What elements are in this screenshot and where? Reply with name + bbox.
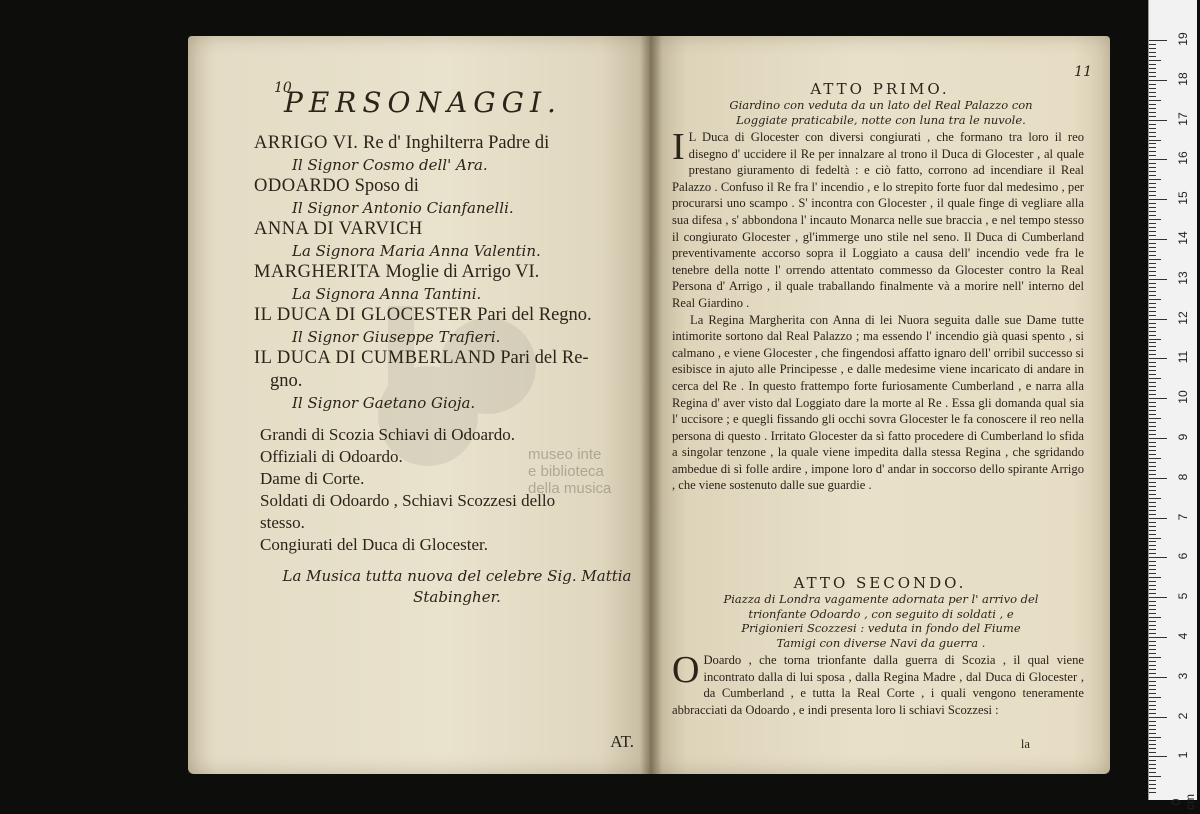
ruler-tick	[1149, 705, 1156, 706]
act2-title: ATTO SECONDO.	[793, 574, 967, 592]
ruler-tick	[1149, 251, 1156, 252]
act1-paragraph-1	[672, 126, 1084, 312]
ruler-tick	[1149, 737, 1161, 738]
act1-title: ATTO PRIMO.	[810, 80, 950, 98]
ruler-tick	[1149, 494, 1156, 495]
ruler-tick	[1149, 390, 1156, 391]
ruler-tick	[1149, 187, 1156, 188]
ruler-tick	[1149, 410, 1156, 411]
ruler-tick	[1149, 124, 1156, 125]
role-name: ANNA DI VARVICH	[254, 219, 423, 239]
ruler-tick	[1149, 112, 1156, 113]
ruler-tick	[1149, 645, 1156, 646]
cast-role	[254, 261, 644, 284]
ruler-tick	[1149, 374, 1156, 375]
ruler-tick	[1149, 454, 1156, 455]
ruler-tick	[1149, 350, 1156, 351]
ruler-tick	[1149, 354, 1156, 355]
ruler-tick	[1149, 422, 1156, 423]
extras-line: Soldati di Odoardo , Schiavi Scozzesi dello	[260, 491, 556, 510]
extras-line: Offiziali di Odoardo.	[260, 447, 403, 466]
ruler-tick	[1149, 104, 1156, 105]
cast-role	[254, 347, 644, 370]
catchword-left: AT.	[610, 732, 634, 751]
ruler-tick	[1149, 247, 1156, 248]
ruler-tick	[1149, 203, 1156, 204]
ruler-tick	[1149, 259, 1161, 260]
ruler-tick	[1149, 641, 1156, 642]
ruler-tick	[1149, 701, 1156, 702]
ruler-tick	[1149, 339, 1161, 340]
ruler-tick	[1149, 434, 1156, 435]
ruler-tick	[1149, 569, 1156, 570]
ruler-tick	[1149, 136, 1156, 137]
cast-item	[254, 175, 644, 218]
cast-role	[254, 304, 644, 327]
ruler-tick	[1149, 565, 1156, 566]
ruler-tick	[1149, 717, 1167, 718]
extras-line: Congiurati del Duca di Glocester.	[260, 535, 489, 554]
ruler-tick	[1149, 307, 1156, 308]
ruler-label: 7	[1176, 513, 1190, 520]
cast-list	[254, 132, 644, 413]
open-book	[188, 36, 1110, 774]
ruler-tick	[1149, 788, 1156, 789]
ruler-tick	[1149, 151, 1156, 152]
ruler-tick	[1149, 486, 1156, 487]
act1-setting	[676, 98, 1086, 127]
ruler-tick	[1149, 366, 1156, 367]
ruler-tick	[1149, 100, 1161, 101]
ruler-tick	[1149, 311, 1156, 312]
ruler-tick	[1149, 729, 1156, 730]
ruler-tick	[1149, 207, 1156, 208]
ruler-tick	[1149, 601, 1156, 602]
ruler-tick	[1149, 613, 1156, 614]
extras-line: Dame di Corte.	[260, 469, 365, 488]
ruler-tick	[1149, 510, 1156, 511]
ruler-tick	[1149, 681, 1156, 682]
ruler-tick	[1149, 323, 1156, 324]
ruler-tick	[1149, 414, 1156, 415]
ruler-tick	[1149, 159, 1167, 160]
ruler-tick	[1149, 625, 1156, 626]
cast-item	[254, 304, 644, 347]
ruler-label: 0 cm	[1169, 794, 1197, 811]
ruler-tick	[1149, 327, 1156, 328]
ruler-tick	[1149, 482, 1156, 483]
ruler-tick	[1149, 335, 1156, 336]
ruler-tick	[1149, 76, 1156, 77]
role-name: IL DUCA DI GLOCESTER	[254, 305, 473, 325]
music-credit	[272, 566, 642, 608]
extras-line: stesso.	[260, 513, 305, 532]
book-gutter	[640, 36, 662, 774]
ruler-label: 19	[1176, 32, 1190, 46]
ruler-tick	[1149, 60, 1161, 61]
ruler-label: 3	[1176, 672, 1190, 680]
ruler-tick	[1149, 116, 1156, 117]
cast-role-continuation: gno.	[270, 371, 303, 391]
ruler-tick	[1149, 191, 1156, 192]
ruler-tick	[1149, 394, 1156, 395]
ruler-tick	[1149, 629, 1156, 630]
music-credit-line-2: Stabingher.	[413, 588, 501, 606]
cast-actor: Il Signor Cosmo dell' Ara.	[292, 156, 488, 174]
role-description: Moglie di Arrigo VI.	[385, 262, 540, 282]
role-description: Re d' Inghilterra Padre di	[362, 133, 550, 153]
act2-setting-line-3: Prigionieri Scozzesi : veduta in fondo del Fiume	[741, 621, 1021, 635]
ruler-tick	[1149, 538, 1161, 539]
ruler-tick	[1149, 760, 1156, 761]
ruler-tick	[1149, 267, 1156, 268]
right-page	[650, 36, 1110, 774]
ruler-label: 17	[1176, 111, 1190, 126]
act1-dropcap: I	[672, 126, 685, 168]
ruler-tick	[1149, 478, 1167, 479]
ruler-tick	[1149, 784, 1156, 785]
ruler-tick	[1149, 68, 1156, 69]
ruler-tick	[1149, 219, 1161, 220]
ruler-tick	[1149, 147, 1156, 148]
ruler-tick	[1149, 768, 1156, 769]
ruler-tick	[1149, 470, 1156, 471]
ruler-tick	[1149, 167, 1156, 168]
ruler-tick	[1149, 84, 1156, 85]
ruler-tick	[1149, 752, 1156, 753]
ruler-tick	[1149, 721, 1156, 722]
ruler-tick	[1149, 657, 1161, 658]
ruler-tick	[1149, 163, 1156, 164]
ruler-tick	[1149, 303, 1156, 304]
ruler-tick	[1149, 56, 1156, 57]
ruler-tick	[1149, 673, 1156, 674]
ruler-tick	[1149, 211, 1156, 212]
ruler-tick	[1149, 80, 1167, 81]
ruler-tick	[1149, 358, 1167, 359]
ruler-label: 18	[1176, 72, 1190, 86]
ruler-tick	[1149, 40, 1167, 41]
ruler-tick	[1149, 44, 1156, 45]
act2-setting-line-2: trionfante Odoardo , con seguito di soldati , e	[748, 606, 1014, 621]
ruler-tick	[1149, 342, 1156, 343]
ruler-tick	[1149, 72, 1156, 73]
ruler-tick	[1149, 621, 1156, 622]
ruler-tick	[1149, 518, 1167, 519]
ruler-tick	[1149, 561, 1156, 562]
ruler-tick	[1149, 175, 1156, 176]
ruler-tick	[1149, 271, 1156, 272]
ruler-tick	[1149, 195, 1156, 196]
role-description: Sposo di	[354, 176, 419, 196]
ruler-label: 13	[1176, 271, 1190, 285]
ruler-tick	[1149, 549, 1156, 550]
ruler-tick	[1149, 725, 1156, 726]
cast-item	[254, 347, 644, 413]
ruler-tick	[1149, 669, 1156, 670]
ruler-label: 12	[1176, 310, 1190, 325]
ruler-tick	[1149, 756, 1167, 757]
measurement-ruler	[1148, 0, 1197, 811]
ruler-tick	[1149, 733, 1156, 734]
ruler-tick	[1149, 199, 1167, 200]
ruler-tick	[1149, 776, 1161, 777]
music-credit-line-1: La Musica tutta nuova del celebre Sig. Mattia	[282, 567, 632, 585]
ruler-label: 15	[1176, 191, 1190, 205]
ruler-tick	[1149, 88, 1156, 89]
act2-synopsis	[672, 649, 1084, 718]
ruler-tick	[1149, 319, 1167, 320]
ruler-tick	[1149, 498, 1161, 499]
ruler-tick	[1149, 589, 1156, 590]
role-name: ARRIGO VI.	[254, 133, 359, 153]
ruler-tick	[1149, 48, 1156, 49]
ruler-tick	[1149, 617, 1161, 618]
act2-setting-line-1: Piazza di Londra vagamente adornata per l' arrivo del	[723, 592, 1039, 606]
ruler-tick	[1149, 609, 1156, 610]
ruler-tick	[1149, 553, 1156, 554]
ruler-tick	[1149, 557, 1167, 558]
cast-actor: La Signora Maria Anna Valentin.	[292, 242, 541, 260]
ruler-tick	[1149, 295, 1156, 296]
act1-paragraph-1-text: L Duca di Glocester con diversi congiurati , che formano tra loro il reo disegno d' uccidere il Re per innalzare al trono il Duca di Glocester , al quale prestano giuramento di fedeltà : e ciò fatto, corrono ad incendiare il Real Palazzo . Confuso il Re fra l' incendio , e lo strepito forte fuor dal medesimo , per procurarsi uno scampo . S' incontra con Glocester , il quale finge di vegliare alla sua difesa , s' abbondona l' incauto Monarca nelle sue braccia , e nel tempo stesso il congiurato Glocester , gl'immerge uno stile nel seno. Il Duca di Cumberland preventivamente accorso sopra il Loggiato a causa dell' incendio vede fra le tenebre della notte l' orrendo attentato commesso da Glocester contro la Real Persona d' Arrigo , il quale traballando finalmente và a morire nell' interno del Real Giardino .	[672, 130, 1084, 310]
ruler-tick	[1149, 697, 1161, 698]
ruler-tick	[1149, 315, 1156, 316]
ruler-tick	[1149, 92, 1156, 93]
ruler-tick	[1149, 275, 1156, 276]
ruler-tick	[1149, 120, 1167, 121]
ruler-tick	[1149, 653, 1156, 654]
ruler-label: 9	[1176, 433, 1190, 441]
act2-setting	[676, 592, 1086, 650]
watermark-line-2: e biblioteca	[528, 463, 604, 480]
ruler-tick	[1149, 677, 1167, 678]
catchword-right: la	[1020, 737, 1030, 751]
ruler-label: 11	[1176, 351, 1190, 364]
cast-actor: Il Signor Giuseppe Trafieri.	[292, 328, 501, 346]
cast-item	[254, 218, 644, 261]
ruler-tick	[1149, 227, 1156, 228]
ruler-tick	[1149, 577, 1161, 578]
ruler-tick	[1149, 450, 1156, 451]
ruler-tick	[1149, 402, 1156, 403]
ruler-tick	[1149, 239, 1167, 240]
ruler-tick	[1149, 96, 1156, 97]
ruler-tick	[1149, 709, 1156, 710]
ruler-tick	[1149, 287, 1156, 288]
ruler-tick	[1149, 132, 1156, 133]
ruler-tick	[1149, 426, 1156, 427]
extras-list	[260, 424, 640, 556]
ruler-tick	[1149, 183, 1156, 184]
ruler-tick	[1149, 585, 1156, 586]
ruler-label: 14	[1176, 231, 1190, 245]
act2-dropcap: O	[672, 649, 700, 691]
ruler-tick	[1149, 744, 1156, 745]
ruler-tick	[1149, 514, 1156, 515]
ruler-tick	[1149, 490, 1156, 491]
ruler-tick	[1149, 179, 1161, 180]
ruler-tick	[1149, 474, 1156, 475]
cast-actor: Il Signor Gaetano Gioja.	[292, 394, 476, 412]
ruler-tick	[1149, 458, 1161, 459]
ruler-tick	[1149, 522, 1156, 523]
ruler-tick	[1149, 255, 1156, 256]
ruler-tick	[1149, 382, 1156, 383]
ruler-tick	[1149, 283, 1156, 284]
ruler-tick	[1149, 370, 1156, 371]
ruler-tick	[1149, 661, 1156, 662]
ruler-tick	[1149, 279, 1167, 280]
act1-paragraph-2: La Regina Margherita con Anna di lei Nuora seguita dalle sue Dame tutte intimorite sortono dal Real Palazzo ; ma essendo l' incendio già quasi spento , si calmano , e viene Glocester , che fingendosi affatto ignaro dell' orribil successo si esibisce in ajuto alle Principesse , e dalle medesime viene incaricato di andare in cerca del Re . In questo frattempo forte furiosamente Cumberland , e narra alla Regina d' aver visto dal Loggiato dare la morte al Re . Essa gli domanda qual sia l' uccisore ; e quegli fissando gli occhi sovra Glocester le fa conoscere il reo nella persona di questo . Irritato Glocester da sì fatto procedere di Cumberland lo sfida a singolar tenzone , la quale viene impedita dalla stessa Regina , che sgridando ambedue di sì folle ardire , impone loro d' andar in soccorso dello spirante Arrigo , che viene sostenuto dalle sue guardie .	[672, 312, 1084, 493]
ruler-tick	[1149, 740, 1156, 741]
ruler-tick	[1149, 243, 1156, 244]
ruler-tick	[1149, 406, 1156, 407]
ruler-tick	[1149, 386, 1156, 387]
ruler-tick	[1149, 637, 1167, 638]
ruler-tick	[1149, 764, 1156, 765]
ruler-tick	[1149, 541, 1156, 542]
role-name: ODOARDO	[254, 176, 350, 196]
role-description: Pari del Regno.	[477, 305, 592, 325]
ruler-tick	[1149, 772, 1156, 773]
ruler-tick	[1149, 140, 1161, 141]
ruler-tick	[1149, 665, 1156, 666]
ruler-label: 2	[1176, 712, 1190, 719]
ruler-tick	[1149, 780, 1156, 781]
ruler-tick	[1149, 526, 1156, 527]
ruler-tick	[1149, 462, 1156, 463]
cast-role	[254, 175, 644, 198]
ruler-label: 6	[1176, 553, 1190, 560]
act2-paragraph-1	[672, 649, 1084, 718]
act1-setting-line-2: Loggiate praticabile, notte con luna tra le nuvole.	[736, 112, 1026, 127]
ruler-tick	[1149, 143, 1156, 144]
role-name: IL DUCA DI CUMBERLAND	[254, 348, 496, 368]
ruler-tick	[1149, 215, 1156, 216]
cast-item	[254, 261, 644, 304]
extras-line: Grandi di Scozia Schiavi di Odoardo.	[260, 425, 515, 444]
ruler-tick	[1149, 362, 1156, 363]
ruler-tick	[1149, 597, 1167, 598]
ruler-tick	[1149, 299, 1161, 300]
ruler-tick	[1149, 506, 1156, 507]
ruler-tick	[1149, 128, 1156, 129]
act2-paragraph-1-text: Doardo , che torna trionfante dalla guerra di Scozia , il qual viene incontrato dalla di lui sposa , dalla Regina Madre , dal Duca di Glocester , da Cumberland , e tutta la Real Corte , i quali vengono teneramente abbracciati da Odoardo , e indi presenta loro li schiavi Scozzesi :	[672, 653, 1084, 717]
ruler-tick	[1149, 108, 1156, 109]
ruler-tick	[1149, 291, 1156, 292]
ruler-tick	[1149, 235, 1156, 236]
ruler-tick	[1149, 263, 1156, 264]
ruler-tick	[1149, 573, 1156, 574]
act1-synopsis	[672, 126, 1084, 494]
role-name: MARGHERITA	[254, 262, 381, 282]
role-description: Pari del Re-	[500, 348, 589, 368]
ruler-tick	[1149, 446, 1156, 447]
ruler-label: 8	[1176, 473, 1190, 481]
watermark-line-1: museo inte	[528, 446, 602, 463]
ruler-tick	[1149, 502, 1156, 503]
ruler-tick	[1149, 689, 1156, 690]
ruler-tick	[1149, 633, 1156, 634]
page-heading-personaggi: PERSONAGGI.	[284, 86, 562, 119]
ruler-label: 5	[1176, 592, 1190, 600]
ruler-tick	[1149, 693, 1156, 694]
ruler-tick	[1149, 155, 1156, 156]
ruler-label: 16	[1176, 151, 1190, 166]
ruler-label: 1	[1176, 752, 1190, 759]
watermark-line-3: della musica	[528, 480, 612, 497]
act1-setting-line-1: Giardino con veduta da un lato del Real Palazzo con	[729, 98, 1033, 112]
cast-item	[254, 132, 644, 175]
cast-role	[254, 132, 644, 155]
cast-role	[254, 218, 644, 241]
ruler-tick	[1149, 331, 1156, 332]
ruler-tick	[1149, 685, 1156, 686]
page-number-right: 11	[1074, 64, 1092, 80]
page-number-left: 10	[274, 80, 292, 96]
ruler-tick	[1149, 430, 1156, 431]
ruler-tick	[1149, 593, 1156, 594]
ruler-tick	[1149, 649, 1156, 650]
cast-actor: Il Signor Antonio Cianfanelli.	[292, 199, 514, 217]
ruler-tick	[1149, 171, 1156, 172]
ruler-tick	[1149, 713, 1156, 714]
left-page	[188, 36, 656, 774]
ruler-tick	[1149, 346, 1156, 347]
ruler-tick	[1149, 231, 1156, 232]
ruler-tick	[1149, 466, 1156, 467]
ruler-tick	[1149, 398, 1167, 399]
ruler-tick	[1149, 748, 1156, 749]
ruler-tick	[1149, 442, 1156, 443]
ruler-tick	[1149, 792, 1156, 793]
ruler-tick	[1149, 581, 1156, 582]
ruler-label: 10	[1176, 390, 1190, 404]
ruler-tick	[1149, 64, 1156, 65]
ruler-label: 4	[1176, 632, 1190, 640]
ruler-tick	[1149, 545, 1156, 546]
ruler-tick	[1149, 418, 1161, 419]
ruler-tick	[1149, 530, 1156, 531]
ruler-tick	[1149, 438, 1167, 439]
ruler-tick	[1149, 52, 1156, 53]
act2-setting-line-4: Tamigi con diverse Navi da guerra .	[776, 635, 986, 650]
ruler-tick	[1149, 605, 1156, 606]
cast-actor: La Signora Anna Tantini.	[292, 285, 482, 303]
ruler-tick	[1149, 534, 1156, 535]
ruler-tick	[1149, 378, 1161, 379]
ruler-tick	[1149, 223, 1156, 224]
